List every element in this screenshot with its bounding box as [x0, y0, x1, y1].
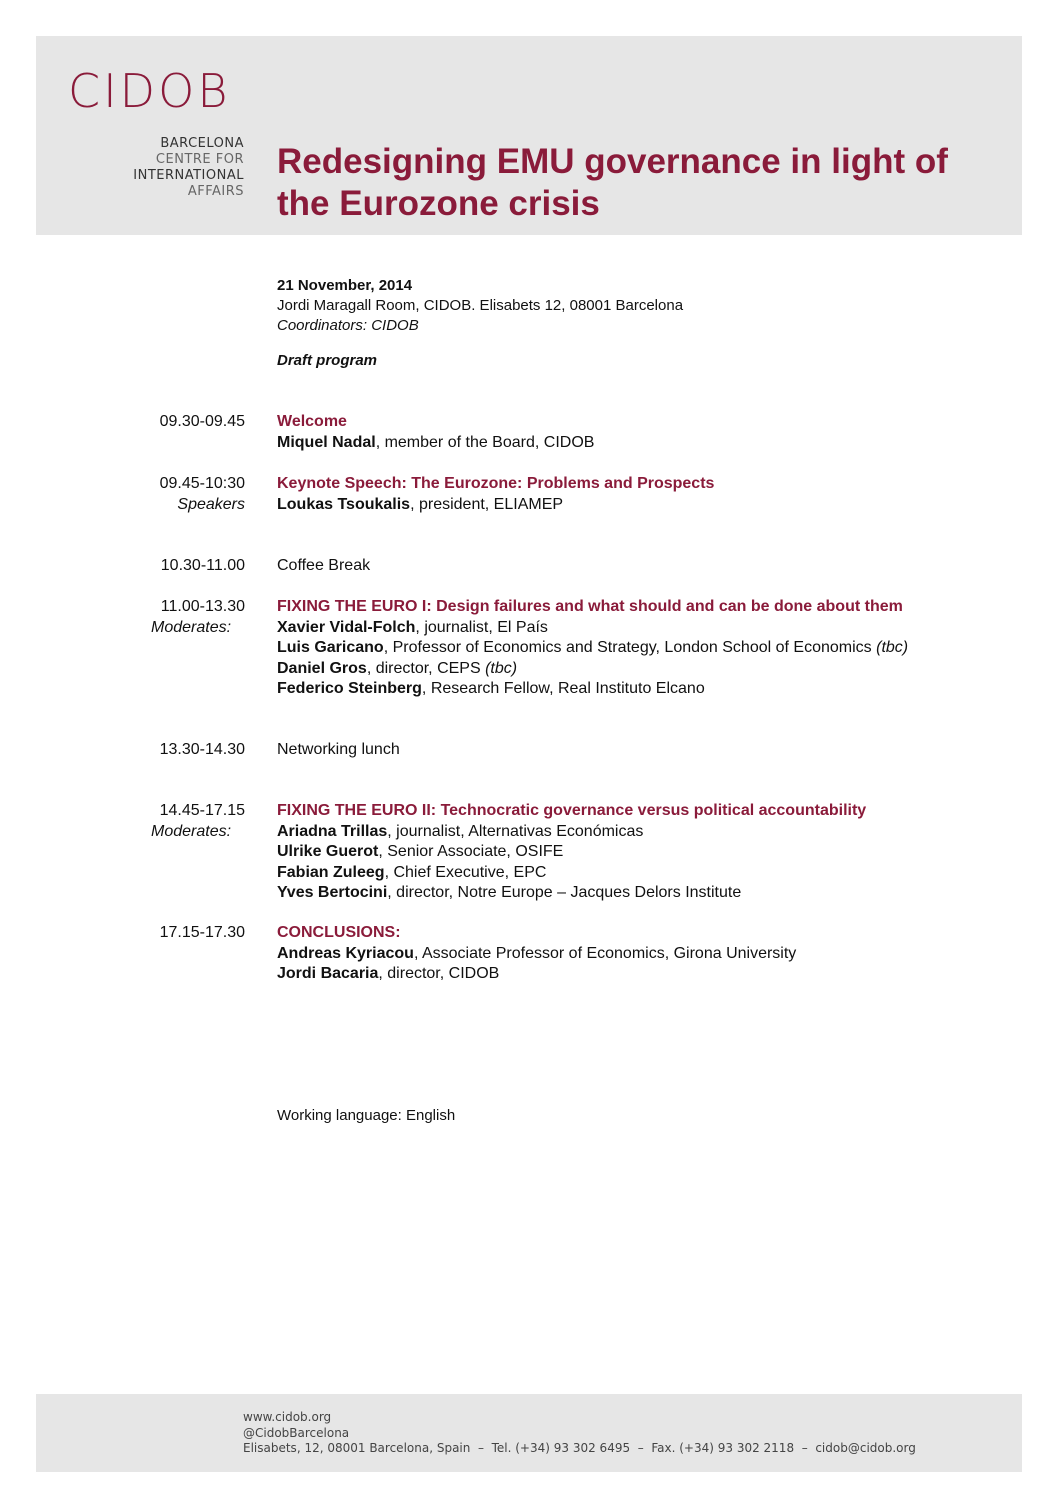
- session-time: [100, 597, 245, 638]
- speaker-role: , Associate Professor of Economics, Girona University: [413, 944, 797, 962]
- time-range: 09.30-09.45: [159, 413, 245, 430]
- session-body: [277, 556, 1037, 577]
- footer-contact: [243, 1410, 916, 1457]
- speaker: [277, 659, 1037, 680]
- speaker: [277, 944, 1037, 965]
- event-coordinators: Coordinators: CIDOB: [277, 317, 419, 334]
- speaker-role: , Research Fellow, Real Instituto Elcano: [421, 680, 705, 697]
- session-title: Welcome: [277, 413, 347, 430]
- session-time: [100, 923, 245, 944]
- speaker-name: Fabian Zuleeg: [277, 863, 385, 881]
- footer-address: Elisabets, 12, 08001 Barcelona, Spain – Tel. (+34) 93 302 6495 – Fax. (+34) 93 302 2118 – cidob@cidob.org: [243, 1441, 916, 1455]
- session-time: [100, 412, 245, 433]
- session-title: Keynote Speech: The Eurozone: Problems and Prospects: [277, 475, 715, 492]
- session-title: FIXING THE EURO II: Technocratic governance versus political accountability: [277, 802, 867, 819]
- working-language: Working language: English: [277, 1107, 456, 1124]
- session-body: [277, 801, 1037, 904]
- speaker: [277, 433, 1037, 454]
- session-body: [277, 474, 1037, 515]
- speaker: [277, 638, 1037, 659]
- speaker-name: Daniel Gros: [277, 659, 367, 677]
- speaker-name: Xavier Vidal-Folch: [277, 618, 416, 636]
- session-body: [277, 740, 1037, 761]
- session-time: [100, 556, 245, 577]
- speaker: [277, 822, 1037, 843]
- time-range: 09.45-10:30: [159, 475, 245, 492]
- time-range: 17.15-17.30: [159, 924, 245, 941]
- time-sub-label: Speakers: [177, 495, 245, 513]
- speaker: [277, 495, 1037, 516]
- speaker-role: , director, CIDOB: [378, 965, 500, 982]
- speaker-role: , Chief Executive, EPC: [384, 863, 547, 881]
- speaker: [277, 679, 1037, 700]
- speaker-role: , member of the Board, CIDOB: [375, 433, 595, 451]
- break-label: Networking lunch: [277, 741, 400, 758]
- speaker-note: (tbc): [485, 659, 518, 677]
- speaker-note: (tbc): [876, 639, 909, 656]
- speaker: [277, 863, 1037, 884]
- time-range: 10.30-11.00: [160, 557, 245, 574]
- session-time: [100, 740, 245, 761]
- speaker: [277, 842, 1037, 863]
- speaker-name: Yves Bertocini: [277, 884, 388, 901]
- event-date: 21 November, 2014: [277, 277, 413, 294]
- session-body: [277, 923, 1037, 985]
- event-meta: [277, 276, 683, 336]
- logo-line: CENTRE FOR: [155, 152, 244, 167]
- logo-subtitle: [133, 136, 244, 200]
- speaker-name: Ariadna Trillas: [277, 822, 388, 840]
- speaker-role: , journalist, Alternativas Económicas: [387, 822, 644, 840]
- speaker: [277, 618, 1037, 639]
- logo-line: AFFAIRS: [187, 184, 244, 199]
- session-time: [100, 801, 245, 842]
- time-sub-label: Moderates:: [151, 618, 232, 636]
- speaker-name: Miquel Nadal: [277, 433, 376, 451]
- event-venue: Jordi Maragall Room, CIDOB. Elisabets 12, 08001 Barcelona: [277, 297, 684, 314]
- speaker-name: Ulrike Guerot: [277, 843, 379, 860]
- footer-website[interactable]: www.cidob.org: [243, 1410, 332, 1424]
- footer-twitter[interactable]: @CidobBarcelona: [243, 1425, 350, 1440]
- speaker-role: , president, ELIAMEP: [410, 495, 564, 513]
- speaker-role: , Professor of Economics and Strategy, London School of Economics: [383, 639, 877, 656]
- time-range: 13.30-14.30: [159, 741, 245, 758]
- speaker-role: , Senior Associate, OSIFE: [378, 843, 564, 860]
- speaker-role: , director, Notre Europe – Jacques Delors Institute: [387, 884, 742, 901]
- logo-line: INTERNATIONAL: [133, 168, 244, 183]
- draft-label: Draft program: [277, 352, 378, 369]
- cidob-logo: CIDOB: [68, 64, 231, 118]
- speaker-name: Jordi Bacaria: [277, 965, 379, 982]
- session-title: CONCLUSIONS:: [277, 924, 401, 941]
- session-body: [277, 597, 1037, 700]
- speaker-role: , director, CEPS: [366, 659, 486, 677]
- speaker-name: Federico Steinberg: [277, 680, 422, 697]
- page-title: Redesigning EMU governance in light of the Eurozone crisis: [277, 142, 948, 223]
- speaker: [277, 883, 1037, 904]
- logo-line: BARCELONA: [160, 136, 244, 151]
- speaker-name: Loukas Tsoukalis: [277, 495, 411, 513]
- speaker-name: Luis Garicano: [277, 639, 384, 656]
- time-sub-label: Moderates:: [151, 822, 232, 840]
- session-title: FIXING THE EURO I: Design failures and what should and can be done about them: [277, 598, 903, 615]
- speaker-name: Andreas Kyriacou: [277, 944, 414, 962]
- speaker: [277, 964, 1037, 985]
- session-time: [100, 474, 245, 515]
- break-label: Coffee Break: [277, 557, 371, 574]
- time-range: 14.45-17.15: [159, 802, 245, 819]
- time-range: 11.00-13.30: [160, 598, 245, 615]
- session-body: [277, 412, 1037, 453]
- speaker-role: , journalist, El País: [415, 618, 548, 636]
